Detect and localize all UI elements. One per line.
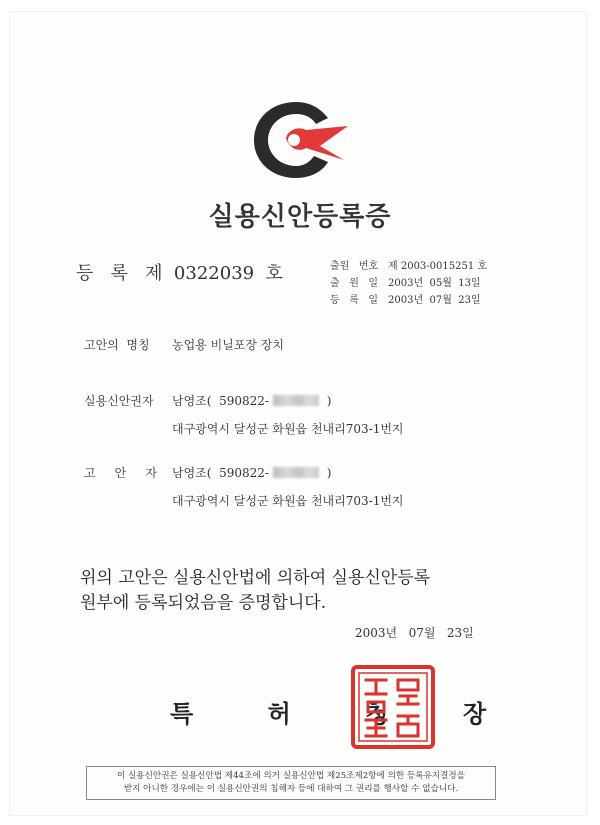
legal-notice: 이 실용신안권은 실용신안법 제44조에 의거 실용신안법 제25조제2항에 의한 등록유지결정을 받지 아니한 경우에는 이 실용신안권의 침해자 등에 대하여 그 권리를 행사할 수 없습니다. <box>86 766 496 800</box>
invention-name-label: 고안의 명칭 <box>84 338 150 352</box>
redacted-id <box>273 467 319 478</box>
government-emblem-icon <box>248 98 352 182</box>
issuing-authority: 특 허 청 장 <box>170 700 489 728</box>
official-seal <box>350 664 436 750</box>
certificate-title: 실용신안등록증 <box>208 202 392 232</box>
registration-date-row: 등 록 일 2003년 07월 23일 <box>330 295 481 306</box>
registration-number: 등 록 제 0322039 호 <box>76 263 283 284</box>
invention-name-value: 농업용 비닐포장 장치 <box>172 338 284 352</box>
certification-statement: 위의 고안은 실용신안법에 의하여 실용신안등록 원부에 등록되었음을 증명합니다. <box>80 568 431 613</box>
application-number-row: 출원 번호 제 2003-0015251 호 <box>330 261 488 272</box>
inventor-label: 고 안 자 <box>84 466 157 480</box>
inventor-name: 남영조( 590822- ) <box>172 466 332 480</box>
right-holder-label: 실용신안권자 <box>84 394 154 408</box>
application-date-row: 출 원 일 2003년 05월 13일 <box>330 278 481 289</box>
redacted-id <box>273 395 319 406</box>
application-info <box>330 258 487 309</box>
inventor-address: 대구광역시 달성군 화원읍 천내리703-1번지 <box>172 494 404 508</box>
right-holder-address: 대구광역시 달성군 화원읍 천내리703-1번지 <box>172 422 404 436</box>
right-holder-name: 남영조( 590822- ) <box>172 394 332 408</box>
issue-date: 2003년 07월 23일 <box>355 626 474 640</box>
